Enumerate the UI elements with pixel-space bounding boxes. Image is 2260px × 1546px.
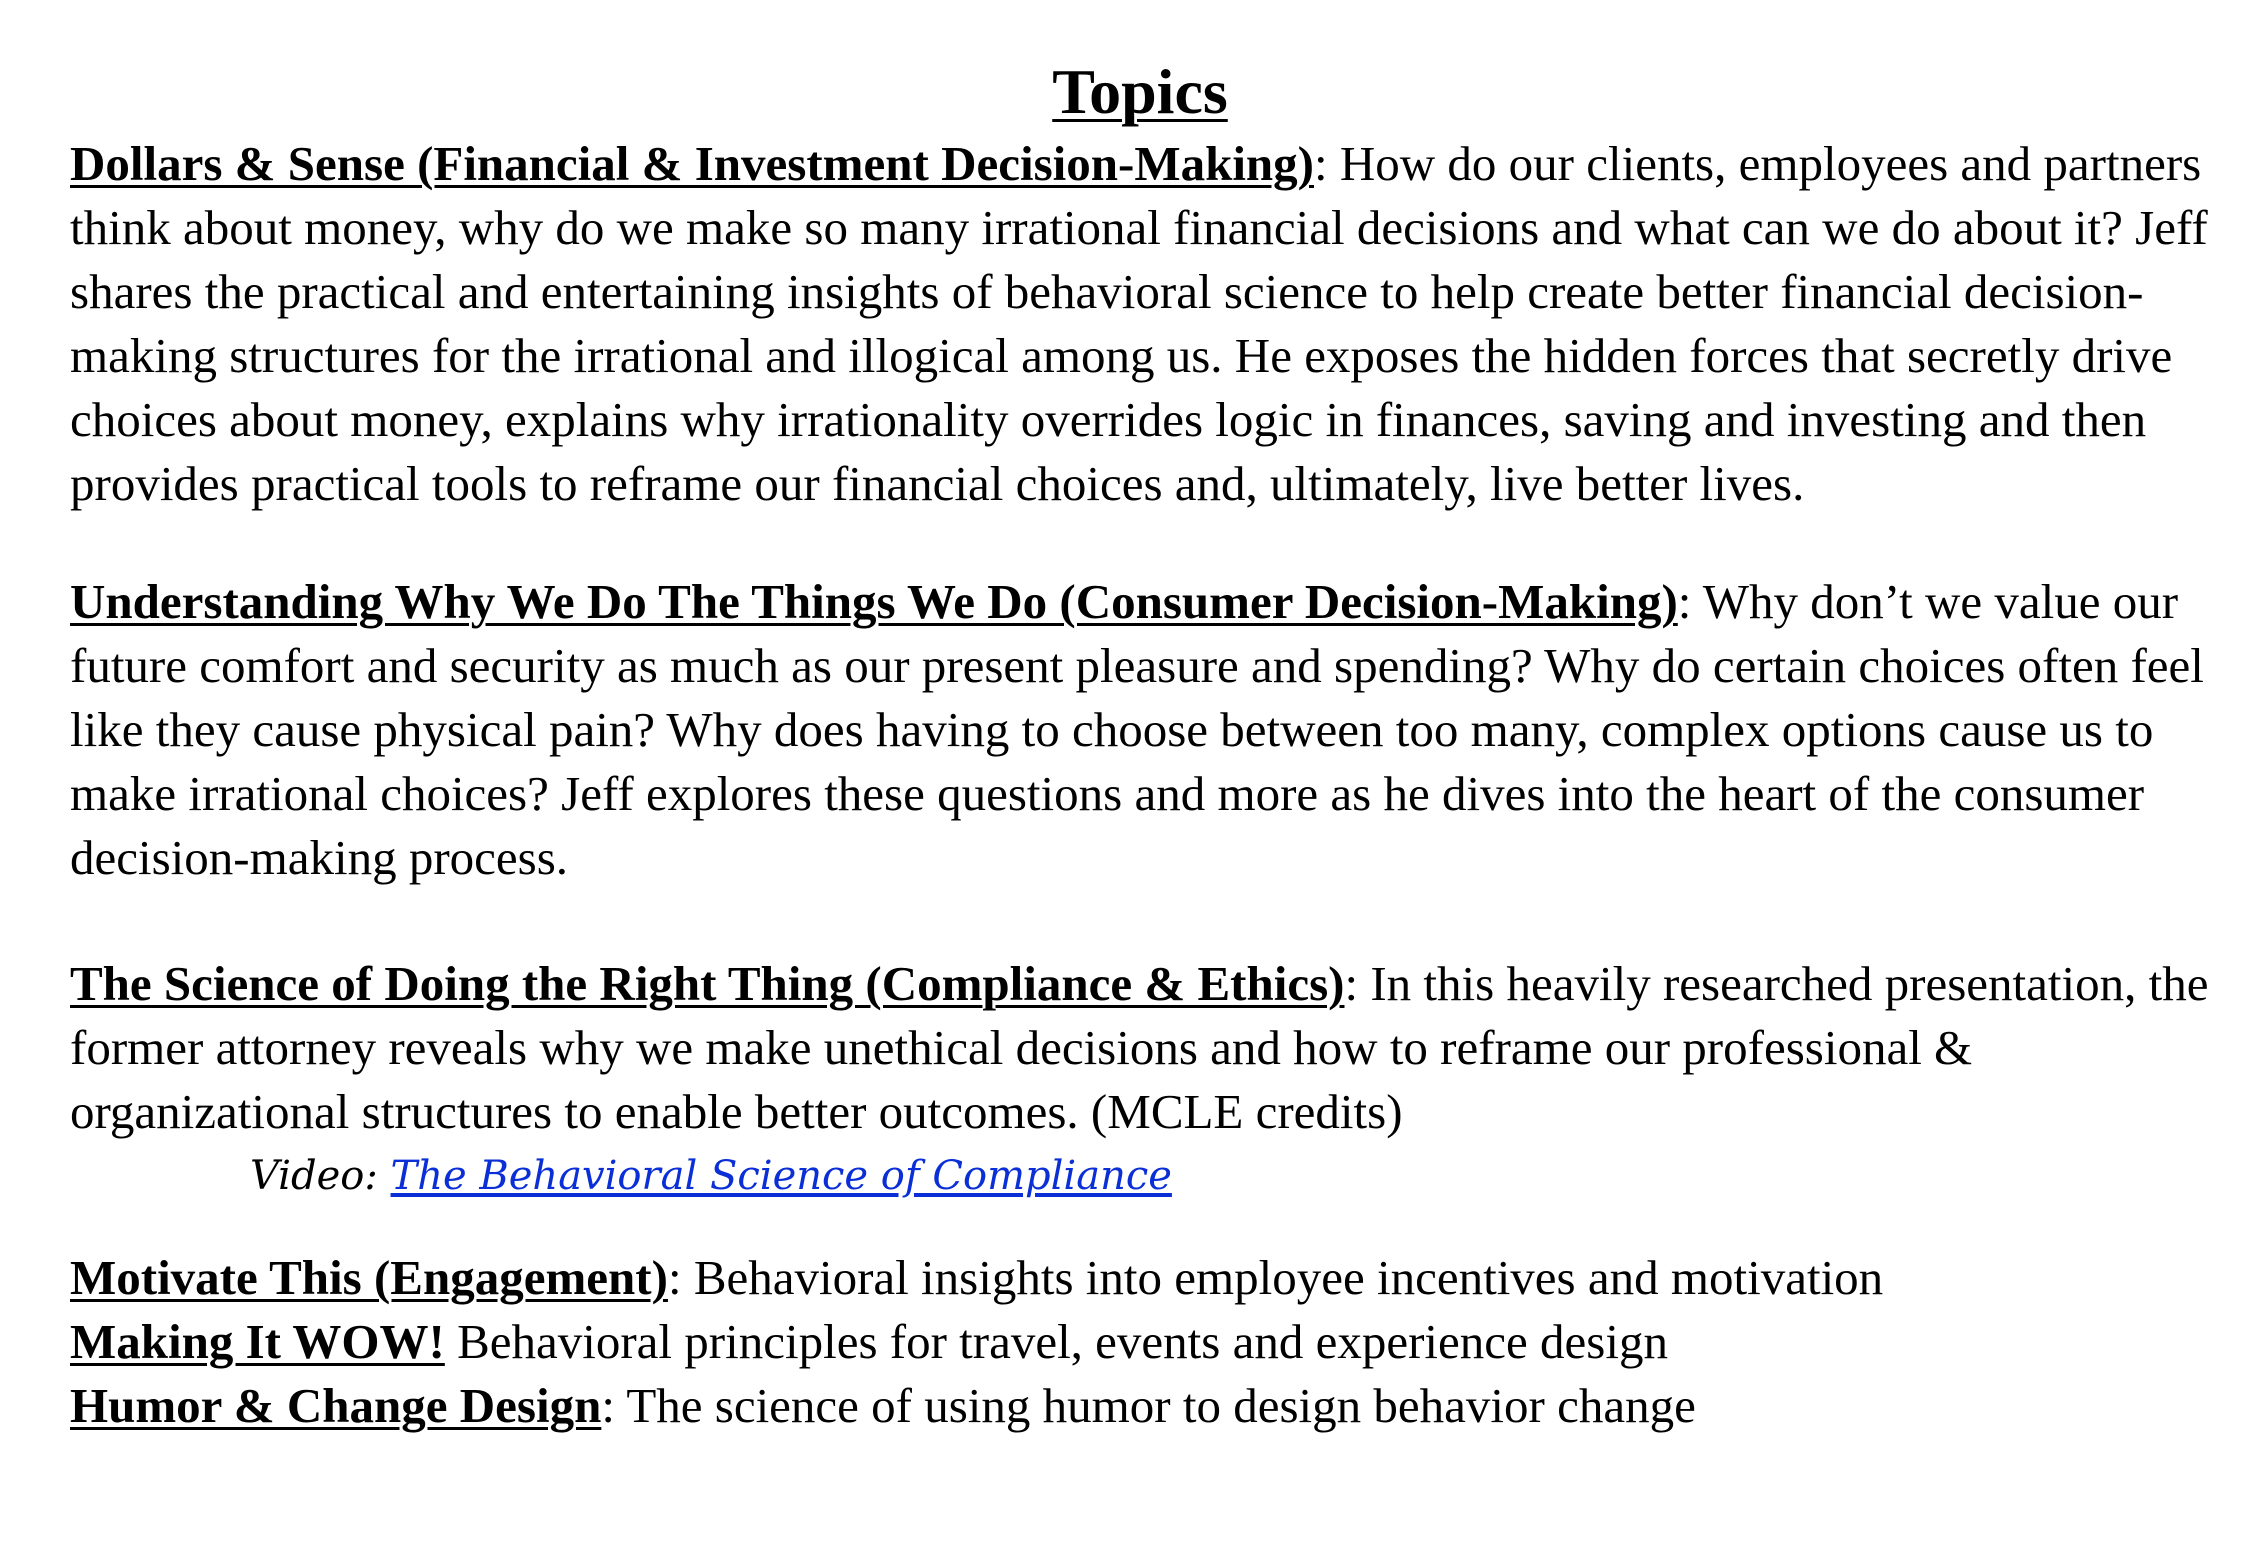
topic-title: Motivate This (Engagement) bbox=[70, 1250, 668, 1305]
topic-title: Understanding Why We Do The Things We Do (Consumer Decision-Making) bbox=[70, 574, 1678, 629]
video-label: Video: bbox=[250, 1153, 391, 1199]
topic-financial bbox=[70, 132, 2210, 516]
topic-separator: : bbox=[601, 1378, 615, 1433]
document-page bbox=[70, 52, 2210, 1438]
topic-wow bbox=[70, 1310, 2210, 1374]
topic-engagement bbox=[70, 1246, 2210, 1310]
topic-separator: : bbox=[667, 1250, 682, 1305]
topic-description: Behavioral principles for travel, events and experience design bbox=[444, 1314, 1668, 1369]
topic-consumer bbox=[70, 570, 2210, 890]
short-topics bbox=[70, 1246, 2210, 1438]
topic-separator: : bbox=[1344, 956, 1359, 1011]
page-title: Topics bbox=[1052, 56, 1228, 127]
topic-description: How do our clients, employees and partners think about money, why do we make so many irrational financial decisions and what can we do about it? Jeff shares the practical and entertaining insights of behavioral science to help create better financial decision-making structures for the irrational and illogical among us. He exposes the hidden forces that secretly drive choices about money, explains why irrationality overrides logic in finances, saving and investing and then provides practical tools to reframe our financial choices and, ultimately, live better lives. bbox=[70, 136, 2208, 511]
topic-description: Why don’t we value our future comfort and security as much as our present pleasure and spending? Why do certain choices often feel like they cause physical pain? Why does having to choose between too many, complex options cause us to make irrational choices? Jeff explores these questions and more as he dives into the heart of the consumer decision-making process. bbox=[70, 574, 2204, 885]
topic-description: In this heavily researched presentation, the former attorney reveals why we make unethical decisions and how to reframe our professional & organizational structures to enable better outcomes. (MCLE credits) bbox=[70, 956, 2209, 1139]
topic-title: The Science of Doing the Right Thing (Compliance & Ethics) bbox=[70, 956, 1345, 1011]
video-line bbox=[250, 1148, 2210, 1204]
video-link[interactable]: The Behavioral Science of Compliance bbox=[390, 1153, 1172, 1199]
topic-title: Humor & Change Design bbox=[70, 1378, 602, 1433]
topic-separator: : bbox=[1677, 574, 1692, 629]
topic-separator: : bbox=[1314, 136, 1328, 191]
topic-title: Dollars & Sense (Financial & Investment Decision-Making) bbox=[70, 136, 1314, 191]
topic-description: Behavioral insights into employee incentives and motivation bbox=[681, 1250, 1884, 1305]
topic-humor bbox=[70, 1374, 2210, 1438]
topic-title: Making It WOW! bbox=[70, 1314, 445, 1369]
topic-description: The science of using humor to design behavior change bbox=[614, 1378, 1696, 1433]
topic-compliance bbox=[70, 952, 2210, 1144]
